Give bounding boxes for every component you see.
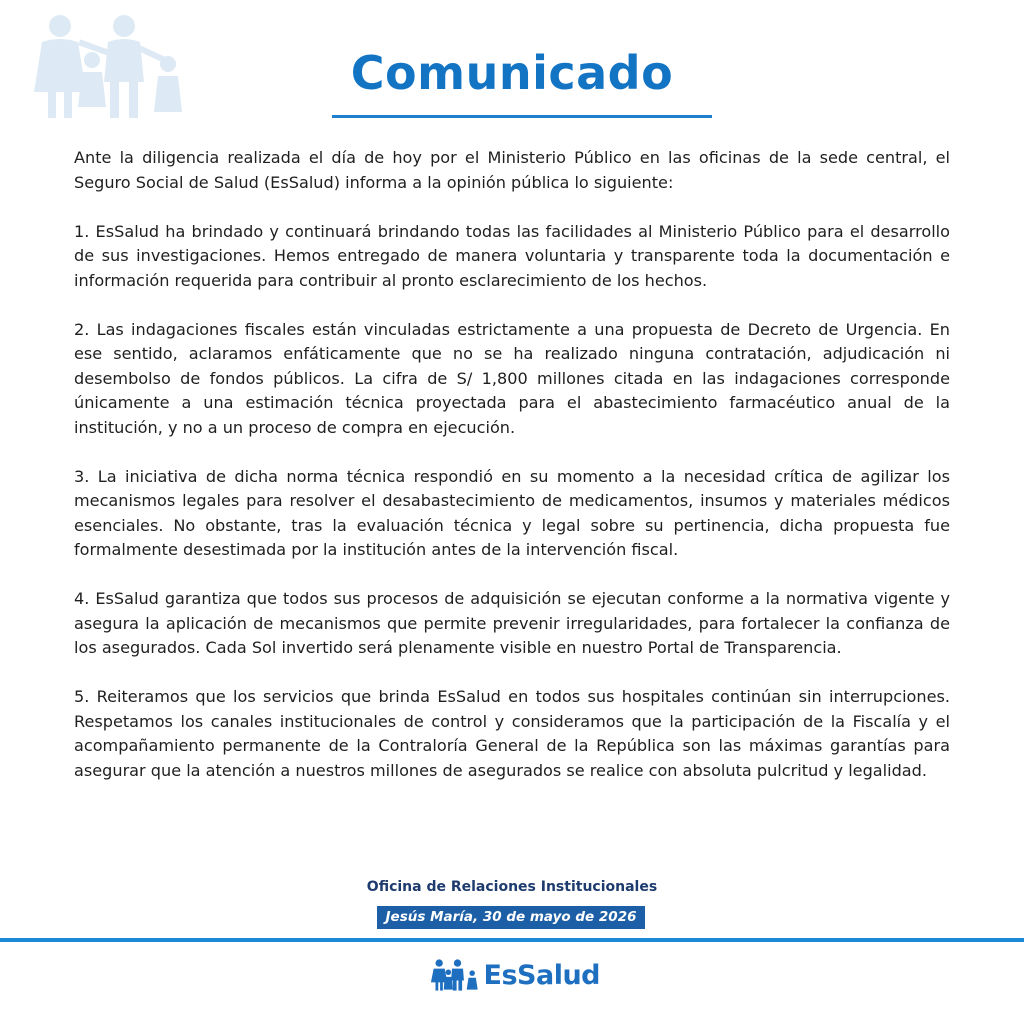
paragraph-2: 2. Las indagaciones fiscales están vinculadas estrictamente a una propuesta de Decreto de Urgencia. En ese sentido, aclaramos enfáticamente que no se ha realizado ninguna contratación, adjudicación ni desembolso de fondos públicos. La cifra de S/ 1,800 millones citada en las indagaciones corresponde únicamente a una estimación técnica proyectada para el abastecimiento farmacéutico anual de la institución, y no a un proceso de compra en ejecución. [74, 319, 950, 437]
title-underline [332, 115, 712, 118]
office-name: Oficina de Relaciones Institucionales [366, 879, 658, 895]
paragraph-4: 4. EsSalud garantiza que todos sus procesos de adquisición se ejecutan conforme a la normativa vigente y asegura la aplicación de mecanismos que permite prevenir irregularidades, para fortalecer la confianza de los asegurados. Cada Sol invertido será plenamente visible en nuestro Portal de Transparencia. [74, 589, 950, 657]
paragraph-3: 3. La iniciativa de dicha norma técnica respondió en su momento a la necesidad crítica de agilizar los mecanismos legales para resolver el desabastecimiento de medicamentos, insumos y materiales médicos esenciales. No obstante, tras la evaluación técnica y legal sobre su pertinencia, dicha propuesta fue formalmente desestimada por la institución antes de la intervención fiscal. [74, 466, 950, 559]
communique-body [74, 146, 950, 808]
paragraph-1: 1. EsSalud ha brindado y continuará brindando todas las facilidades al Ministerio Público para el desarrollo de sus investigaciones. Hemos entregado de manera voluntaria y transparente toda la documentación e información requerida para contribuir al pronto esclarecimiento de los hechos. [74, 221, 950, 290]
footer-divider [0, 938, 1024, 942]
page-title: Comunicado [350, 46, 674, 100]
logo-wordmark: EsSalud [483, 959, 600, 991]
paragraph-intro: Ante la diligencia realizada el día de hoy por el Ministerio Público en las oficinas de la sede central, el Seguro Social de Salud (EsSalud) informa a la opinión pública lo siguiente: [74, 148, 950, 192]
family-logo-icon [430, 957, 480, 993]
date-badge: Jesús María, 30 de mayo de 2026 [377, 906, 645, 929]
paragraph-5: 5. Reiteramos que los servicios que brinda EsSalud en todos sus hospitales continúan sin interrupciones. Respetamos los canales institucionales de control y consideramos que la participación de la Fiscalía y el acompañamiento permanente de la Contraloría General de la República son las máximas garantías para asegurar que la atención a nuestros millones de asegurados se realice con absoluta pulcritud y legalidad. [74, 687, 950, 780]
essalud-logo [430, 955, 600, 995]
